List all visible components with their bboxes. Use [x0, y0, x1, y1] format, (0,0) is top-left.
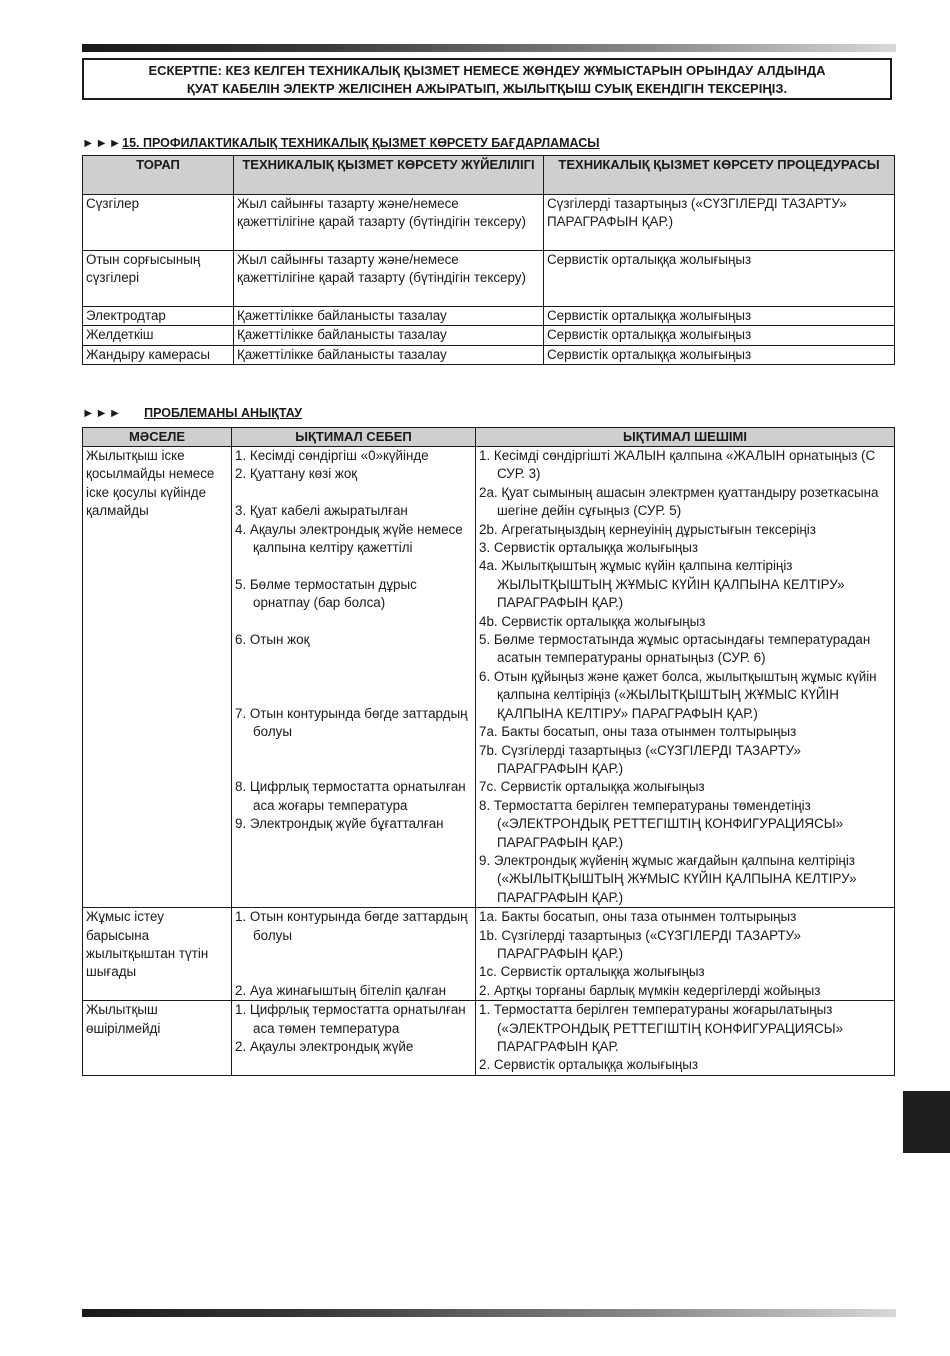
- cause-item: 3. Қуат кабелі ажыратылған: [235, 503, 408, 519]
- table-cell: Сүзгілерді тазартыңыз («СҮЗГІЛЕРДІ ТАЗАРТУ» ПАРАГРАФЫН ҚАР.): [544, 195, 895, 251]
- warning-box: [82, 58, 892, 100]
- cause-item: 2. Қуаттану көзі жоқ: [235, 466, 358, 482]
- cause-item: 9. Электрондық жүйе бұғатталған: [235, 816, 444, 831]
- table-row: [83, 251, 895, 307]
- maintenance-title: 15. ПРОФИЛАКТИКАЛЫҚ ТЕХНИКАЛЫҚ ҚЫЗМЕТ КӨРСЕТУ БАҒДАРЛАМАСЫ: [122, 136, 600, 150]
- cause-cell: [232, 1001, 476, 1076]
- table-cell: Сервистік орталыққа жолығыңыз: [544, 251, 895, 307]
- column-header: ТЕХНИКАЛЫҚ ҚЫЗМЕТ КӨРСЕТУ ПРОЦЕДУРАСЫ: [544, 156, 895, 195]
- table-cell: Отын сорғысының сүзгілері: [83, 251, 234, 307]
- solution-item: 1c. Сервистік орталыққа жолығыңыз: [479, 964, 705, 980]
- solution-item: 6. Отын құйыңыз және қажет болса, жылытқыштың жұмыс күйін қалпына келтіріңіз («ЖЫЛЫТҚЫШТЫҢ ЖҰМЫС КҮЙІН ҚАЛПЫНА КЕЛТІРУ» ПАРАГРАФЫН ҚАР.): [479, 668, 877, 721]
- page-edge-tab: [903, 1091, 950, 1153]
- maintenance-heading: [82, 136, 600, 150]
- solution-item: 4a. Жылытқыштың жұмыс күйін қалпына келтіріңіз ЖЫЛЫТҚЫШТЫҢ ЖҰМЫС КҮЙІН ҚАЛПЫНА КЕЛТІРУ» ПАРАГРАФЫН ҚАР.): [479, 558, 845, 611]
- problem-cell: Жұмыс істеу барысына жылытқыштан түтін шығады: [83, 908, 232, 1001]
- solution-item: 1. Кесімді сөндіргішті ЖАЛЫН қалпына «ЖАЛЫН орнатыңыз (С СУР. 3): [479, 448, 876, 482]
- solution-item: 1a. Бакты босатып, оны таза отынмен толтырыңыз: [479, 909, 797, 925]
- cause-item: 2. Ақаулы электрондық жүйе: [235, 1039, 414, 1054]
- column-header: ТОРАП: [83, 156, 234, 195]
- cause-item: 8. Цифрлық термостатта орнатылған аса жоғары температура: [235, 779, 466, 813]
- table-cell: Қажеттілікке байланысты тазалау: [234, 345, 544, 364]
- arrow-bullets-icon: ►►►: [82, 136, 123, 150]
- table-row: [83, 345, 895, 364]
- table-cell: Электродтар: [83, 307, 234, 326]
- table-row: [83, 326, 895, 345]
- solution-item: 2. Сервистік орталыққа жолығыңыз: [479, 1057, 698, 1073]
- cause-item: 4. Ақаулы электрондық жүйе немесе қалпына келтіру қажеттілі: [235, 521, 463, 556]
- cause-item: 2. Ауа жинағыштың бітеліп қалған: [235, 982, 447, 998]
- troubleshooting-body: [83, 447, 895, 1076]
- warning-line-1: ЕСКЕРТПЕ: КЕЗ КЕЛГЕН ТЕХНИКАЛЫҚ ҚЫЗМЕТ НЕМЕСЕ ЖӨНДЕУ ЖҰМЫСТАРЫН ОРЫНДАУ АЛДЫНДА: [148, 63, 826, 78]
- table-cell: Сервистік орталыққа жолығыңыз: [544, 326, 895, 345]
- table-cell: Қажеттілікке байланысты тазалау: [234, 326, 544, 345]
- solution-item: 7a. Бакты босатып, оны таза отынмен толтырыңыз: [479, 724, 797, 740]
- table-cell: Жандыру камерасы: [83, 345, 234, 364]
- solution-item: 8. Термостатта берілген температураны төмендетіңіз («ЭЛЕКТРОНДЫҚ РЕТТЕГІШТІҢ КОНФИГУРАЦИЯСЫ» ПАРАГРАФЫН ҚАР.): [479, 797, 844, 850]
- table-header-row: [83, 428, 895, 447]
- table-cell: Сервистік орталыққа жолығыңыз: [544, 345, 895, 364]
- troubleshooting-title: ПРОБЛЕМАНЫ АНЫҚТАУ: [144, 406, 303, 420]
- solution-item: 4b. Сервистік орталыққа жолығыңыз: [479, 613, 706, 629]
- cause-item: 1. Цифрлық термостатта орнатылған аса төмен температура: [235, 1002, 466, 1036]
- solution-item: 2b. Агрегатыңыздың кернеуінің дұрыстығын тексеріңіз: [479, 521, 816, 537]
- solution-item: 7c. Сервистік орталыққа жолығыңыз: [479, 779, 705, 795]
- table-cell: Жыл сайынғы тазарту және/немесе қажеттілігіне қарай тазарту (бүтіндігін тексеру): [234, 251, 544, 307]
- cause-item: 7. Отын контурында бөгде заттардың болуы: [235, 705, 468, 739]
- table-row: [83, 447, 895, 908]
- table-row: [83, 908, 895, 1001]
- table-row: [83, 1001, 895, 1076]
- table-row: [83, 195, 895, 251]
- header-decorative-bar: [82, 44, 896, 52]
- cause-item: 5. Бөлме термостатын дұрыс орнатпау (бар болса): [235, 576, 417, 611]
- table-cell: Қажеттілікке байланысты тазалау: [234, 307, 544, 326]
- cause-item: 1. Отын контурында бөгде заттардың болуы: [235, 909, 468, 943]
- solution-item: 3. Сервистік орталыққа жолығыңыз: [479, 540, 698, 556]
- solution-cell: [476, 1001, 895, 1076]
- troubleshooting-table: [82, 427, 895, 1076]
- footer-decorative-bar: [82, 1309, 896, 1317]
- column-header: ЫҚТИМАЛ ШЕШІМІ: [476, 428, 895, 447]
- solution-cell: [476, 908, 895, 1001]
- arrow-bullets-icon: ►►►: [82, 406, 123, 420]
- column-header: МӘСЕЛЕ: [83, 428, 232, 447]
- solution-item: 1b. Сүзгілерді тазартыңыз («СҮЗГІЛЕРДІ ТАЗАРТУ» ПАРАГРАФЫН ҚАР.): [479, 927, 802, 961]
- maintenance-table: [82, 155, 895, 365]
- solution-item: 7b. Сүзгілерді тазартыңыз («СҮЗГІЛЕРДІ ТАЗАРТУ» ПАРАГРАФЫН ҚАР.): [479, 742, 802, 776]
- table-cell: Сүзгілер: [83, 195, 234, 251]
- solution-item: 2. Артқы торғаны барлық мүмкін кедергілерді жойыңыз: [479, 982, 821, 998]
- cause-item: 6. Отын жоқ: [235, 632, 310, 648]
- solution-item: 9. Электрондық жүйенің жұмыс жағдайын қалпына келтіріңіз («ЖЫЛЫТҚЫШТЫҢ ЖҰМЫС КҮЙІН ҚАЛПЫНА КЕЛТІРУ» ПАРАГРАФЫН ҚАР.): [479, 852, 857, 905]
- warning-line-2: ҚУАТ КАБЕЛІН ЭЛЕКТР ЖЕЛІСІНЕН АЖЫРАТЫП, ЖЫЛЫТҚЫШ СУЫҚ ЕКЕНДІГІН ТЕКСЕРІҢІЗ.: [186, 81, 788, 96]
- problem-cell: Жылытқыш іске қосылмайды немесе іске қосулы күйінде қалмайды: [83, 447, 232, 908]
- solution-item: 2a. Қуат сымының ашасын электрмен қуаттандыру розеткасына шегіне дейін сұғыңыз (СУР. 5): [479, 484, 879, 519]
- cause-cell: [232, 447, 476, 908]
- solution-cell: [476, 447, 895, 908]
- table-header-row: [83, 156, 895, 195]
- table-cell: Жыл сайынғы тазарту және/немесе қажеттілігіне қарай тазарту (бүтіндігін тексеру): [234, 195, 544, 251]
- solution-item: 5. Бөлме термостатында жұмыс ортасындағы температурадан асатын температураны орнатыңыз (СУР. 6): [479, 632, 871, 666]
- troubleshooting-heading: [82, 406, 302, 420]
- table-row: [83, 307, 895, 326]
- table-cell: Сервистік орталыққа жолығыңыз: [544, 307, 895, 326]
- problem-cell: Жылытқыш өшірілмейді: [83, 1001, 232, 1076]
- cause-cell: [232, 908, 476, 1001]
- table-cell: Желдеткіш: [83, 326, 234, 345]
- solution-item: 1. Термостатта берілген температураны жоғарылатыңыз («ЭЛЕКТРОНДЫҚ РЕТТЕГІШТІҢ КОНФИГУРАЦИЯСЫ» ПАРАГРАФЫН ҚАР.: [479, 1002, 844, 1054]
- column-header: ЫҚТИМАЛ СЕБЕП: [232, 428, 476, 447]
- column-header: ТЕХНИКАЛЫҚ ҚЫЗМЕТ КӨРСЕТУ ЖҮЙЕЛІЛІГІ: [234, 156, 544, 195]
- cause-item: 1. Кесімді сөндіргіш «0»күйінде: [235, 448, 429, 463]
